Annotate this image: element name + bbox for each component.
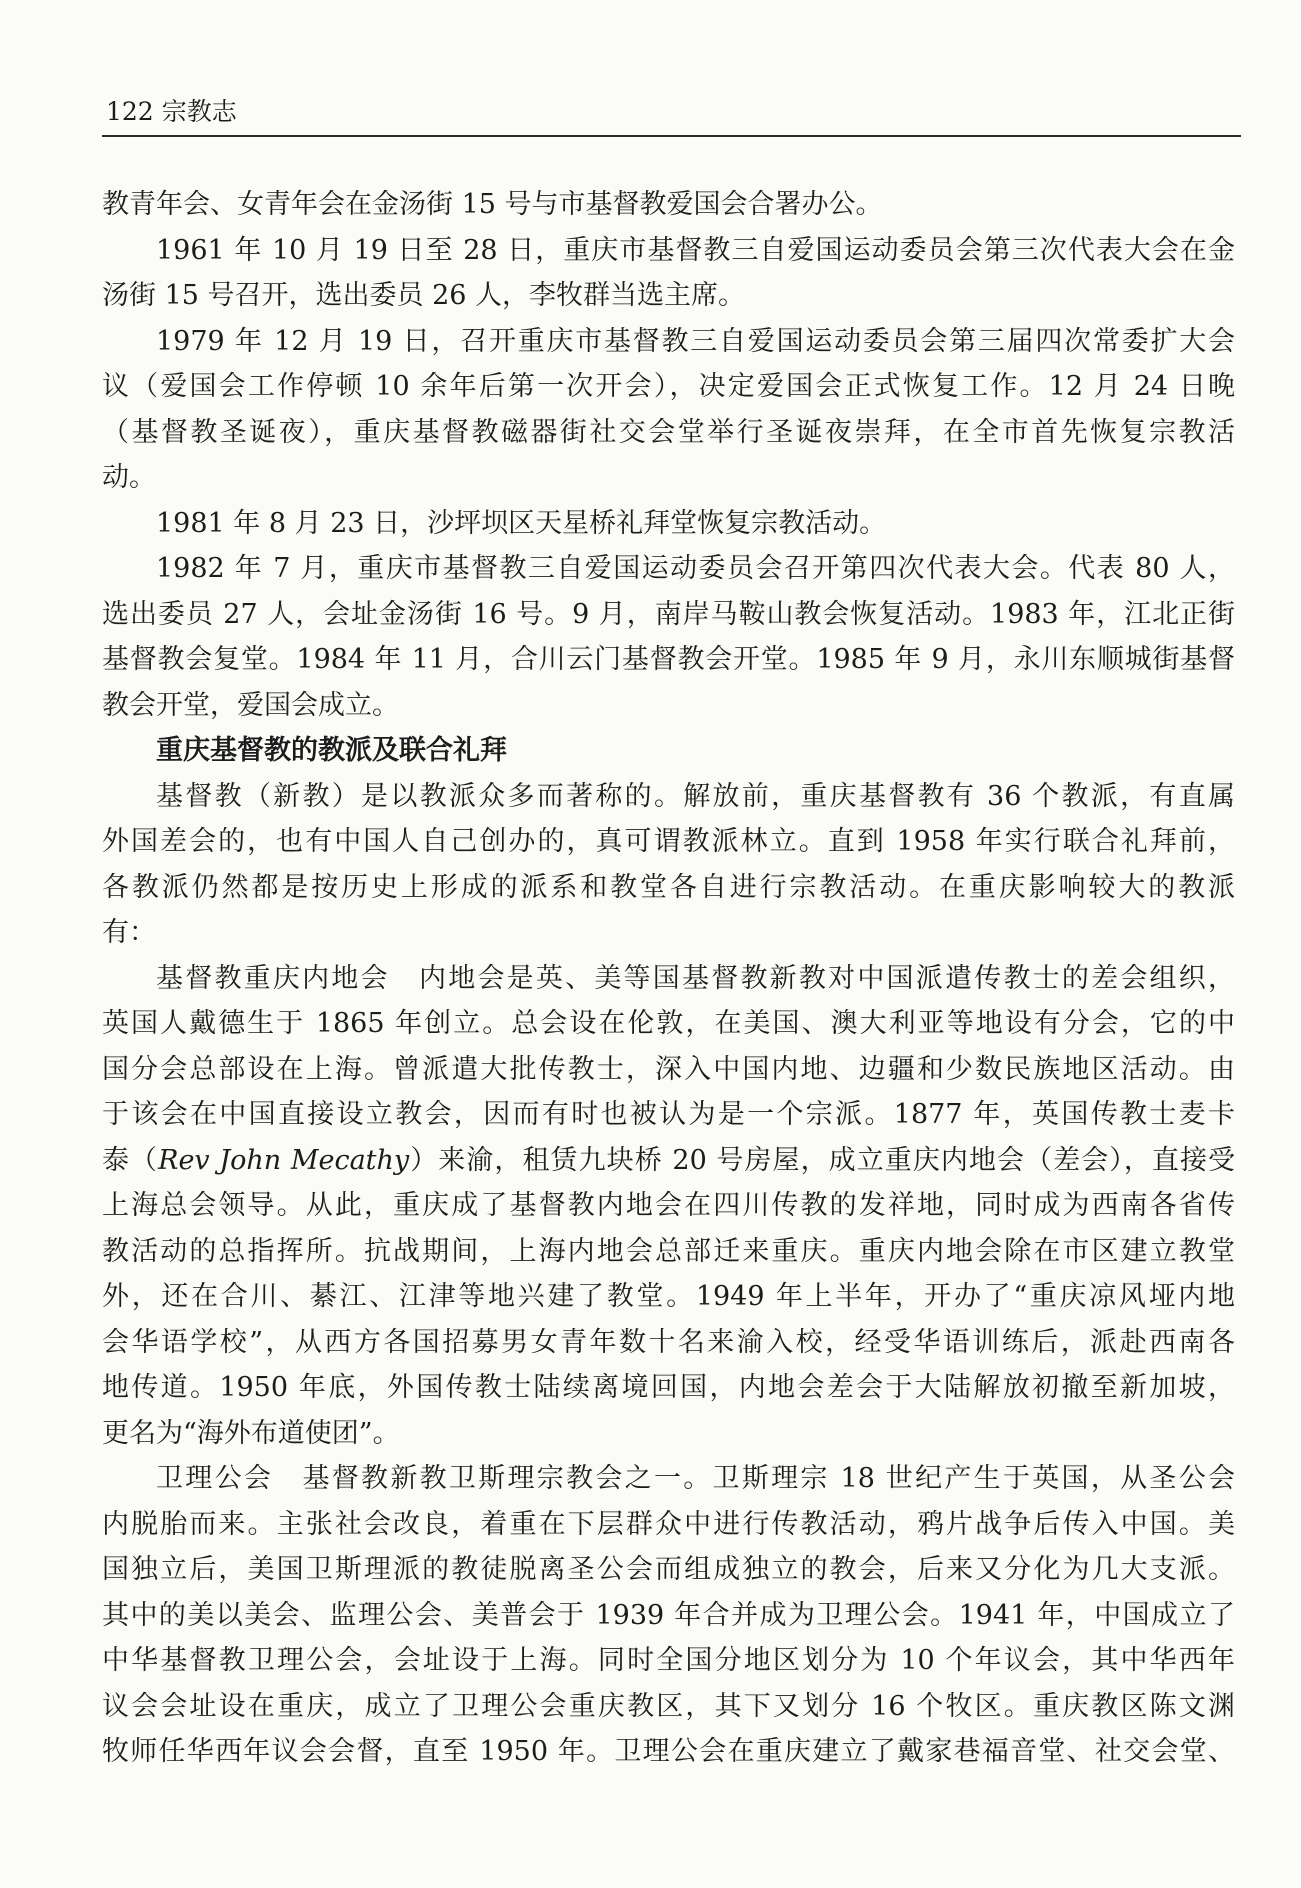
running-header [106,97,237,127]
text-line: 外，还在合川、綦江、江津等地兴建了教堂。1949 年上半年，开办了“重庆凉风垭内地 [102,1281,1235,1312]
text-line: 外国差会的，也有中国人自己创办的，真可谓教派林立。直到 1958 年实行联合礼拜前， [102,826,1235,857]
text-line: 国分会总部设在上海。曾派遣大批传教士，深入中国内地、边疆和少数民族地区活动。由 [102,1053,1235,1085]
text-line: 其中的美以美会、监理公会、美普会于 1939 年合并成为卫理公会。1941 年，中国成立了 [102,1599,1235,1631]
section-heading: 重庆基督教的教派及联合礼拜 [156,735,507,766]
paragraph [102,501,1235,547]
header-rule [102,135,1241,137]
text-line [102,1138,1235,1184]
text-line: 卫理公会 基督教新教卫斯理宗教会之一。卫斯理宗 18 世纪产生于英国，从圣公会 [156,1463,1235,1494]
text-body [102,182,1235,1775]
text-line: 牧师任华西年议会会督，直至 1950 年。卫理公会在重庆建立了戴家巷福音堂、社交会堂、 [102,1736,1235,1767]
page-number: 122 [106,97,154,126]
text-line: 基督教（新教）是以教派众多而著称的。解放前，重庆基督教有 36 个教派，有直属 [156,780,1235,812]
paragraph [102,956,1235,1457]
text-line: 1979 年 12 月 19 日，召开重庆市基督教三自爱国运动委员会第三届四次常委扩大会 [156,325,1235,357]
paragraph [102,774,1235,956]
paragraph [102,182,1235,228]
paragraph [102,319,1235,501]
text-line: 内脱胎而来。主张社会改良，着重在下层群众中进行传教活动，鸦片战争后传入中国。美 [102,1508,1235,1540]
text-line: 各教派仍然都是按历史上形成的派系和教堂各自进行宗教活动。在重庆影响较大的教派 [102,871,1235,903]
text-line: 基督教重庆内地会 内地会是英、美等国基督教新教对中国派遣传教士的差会组织， [156,962,1235,994]
text-line: 汤街 15 号召开，选出委员 26 人，李牧群当选主席。 [102,280,746,311]
text-line: 教活动的总指挥所。抗战期间，上海内地会总部迁来重庆。重庆内地会除在市区建立教堂 [102,1235,1235,1267]
text-line: 有： [102,917,156,948]
text-line: 上海总会领导。从此，重庆成了基督教内地会在四川传教的发祥地，同时成为西南各省传 [102,1190,1235,1221]
text-line: 选出委员 27 人，会址金汤街 16 号。9 月，南岸马鞍山教会恢复活动。1983 年，江北正街 [102,598,1235,630]
text-segment: 泰（ [102,1144,159,1176]
text-line: 1961 年 10 月 19 日至 28 日，重庆市基督教三自爱国运动委员会第三次代表大会在金 [156,234,1235,266]
text-line: 教会开堂，爱国会成立。 [102,689,399,721]
text-line: 教青年会、女青年会在金汤街 15 号与市基督教爱国会合署办公。 [102,189,883,220]
text-line: 于该会在中国直接设立教会，因而有时也被认为是一个宗派。1877 年，英国传教士麦卡 [102,1099,1235,1130]
text-line: 基督教会复堂。1984 年 11 月，合川云门基督教会开堂。1985 年 9 月，永川东顺城街基督 [102,644,1235,675]
latin-name: Rev John Mecathy [158,1144,410,1176]
text-line: 议会会址设在重庆，成立了卫理公会重庆教区，其下又划分 16 个牧区。重庆教区陈文渊 [102,1690,1235,1722]
text-line: 英国人戴德生于 1865 年创立。总会设在伦敦，在美国、澳大利亚等地设有分会，它的中 [102,1008,1235,1039]
book-title: 宗教志 [161,97,237,126]
paragraph [102,228,1235,319]
text-line: 会华语学校”，从西方各国招募男女青年数十名来渝入校，经受华语训练后，派赴西南各 [102,1326,1235,1358]
text-line: 中华基督教卫理公会，会址设于上海。同时全国分地区划分为 10 个年议会，其中华西年 [102,1645,1235,1676]
text-line: 国独立后，美国卫斯理派的教徒脱离圣公会而组成独立的教会，后来又分化为几大支派。 [102,1554,1235,1585]
text-line: 地传道。1950 年底，外国传教士陆续离境回国，内地会差会于大陆解放初撤至新加坡， [102,1372,1235,1403]
text-line: 1982 年 7 月，重庆市基督教三自爱国运动委员会召开第四次代表大会。代表 80 人， [156,553,1235,584]
text-segment: ）来渝，租赁九块桥 20 号房屋，成立重庆内地会（差会），直接受 [409,1144,1235,1176]
text-line: （基督教圣诞夜），重庆基督教磁器街社交会堂举行圣诞夜崇拜，在全市首先恢复宗教活 [102,416,1235,448]
text-line: 1981 年 8 月 23 日，沙坪坝区天星桥礼拜堂恢复宗教活动。 [156,507,887,539]
text-line: 动。 [102,462,156,493]
paragraph [102,1456,1235,1775]
paragraph [102,546,1235,728]
text-line: 更名为“海外布道使团”。 [102,1417,400,1449]
text-line: 议（爱国会工作停顿 10 余年后第一次开会），决定爱国会正式恢复工作。12 月 24 日晚 [102,371,1235,402]
